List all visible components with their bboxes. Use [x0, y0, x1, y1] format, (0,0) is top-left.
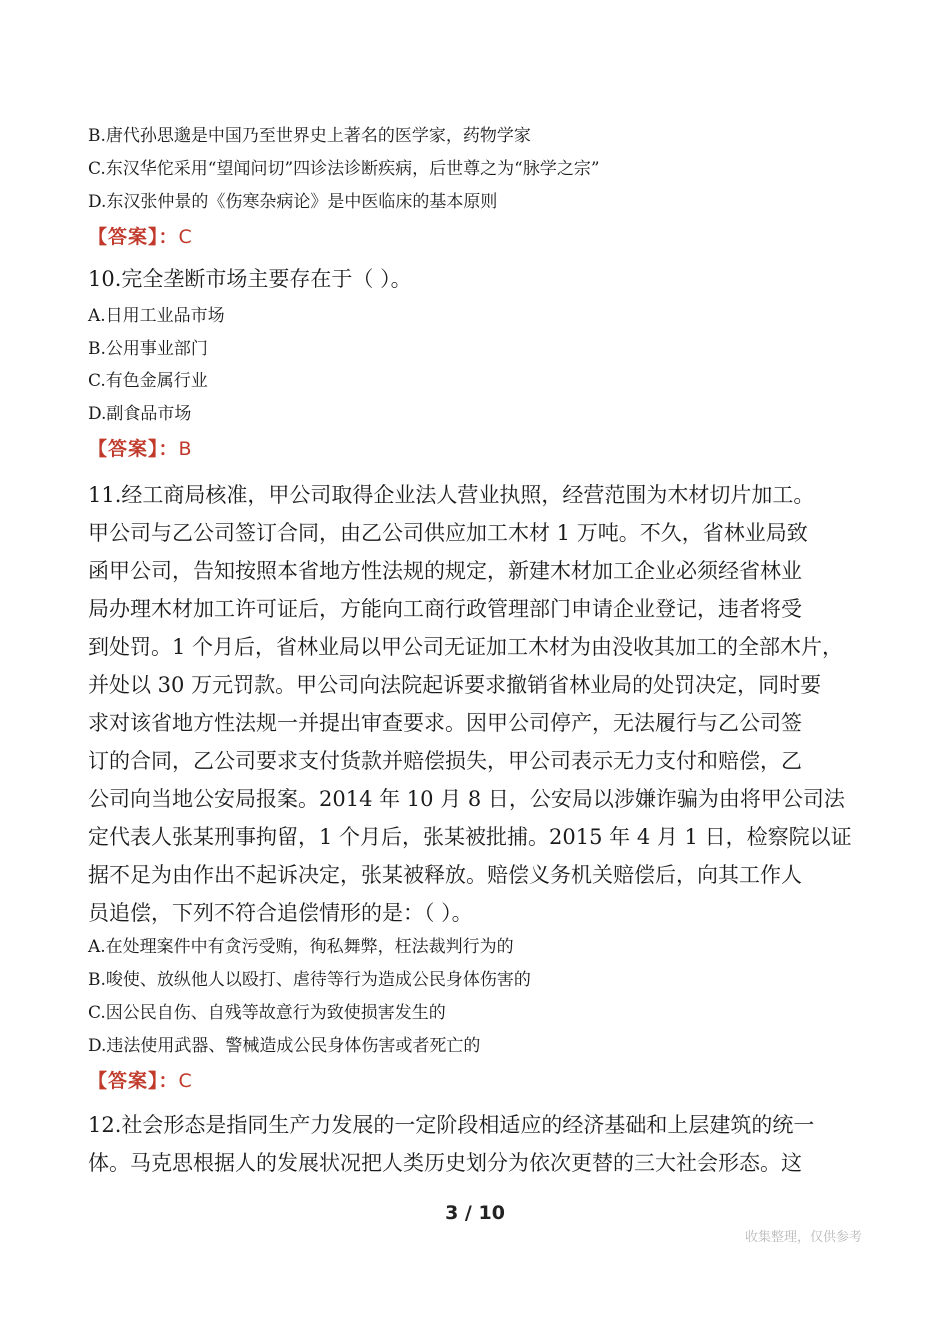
answer-label: 【答案】：: [88, 438, 179, 460]
q10-option-c: C.有色金属行业: [88, 371, 208, 391]
q9-option-c: C.东汉华佗采用“望闻问切”四诊法诊断疾病，后世尊之为“脉学之宗”: [88, 159, 600, 179]
q11-line: 11.经工商局核准，甲公司取得企业法人营业执照，经营范围为木材切片加工。: [88, 483, 815, 507]
q10-answer: [88, 437, 193, 461]
q11-line: 订的合同，乙公司要求支付货款并赔偿损失，甲公司表示无力支付和赔偿，乙: [88, 749, 802, 773]
q9-option-b: B.唐代孙思邈是中国乃至世界史上著名的医学家，药物学家: [88, 126, 531, 146]
q11-line: 到处罚。1 个月后，省林业局以甲公司无证加工木材为由没收其加工的全部木片，: [88, 635, 844, 659]
answer-label: 【答案】：: [88, 1070, 179, 1092]
q11-line: 函甲公司，告知按照本省地方性法规的规定，新建木材加工企业必须经省林业: [88, 559, 802, 583]
q11-line: 甲公司与乙公司签订合同，由乙公司供应加工木材 1 万吨。不久，省林业局致: [88, 521, 808, 545]
q10-line: 10.完全垄断市场主要存在于（ ）。: [88, 267, 412, 291]
q9-answer: [88, 225, 193, 249]
q12-line: 12.社会形态是指同生产力发展的一定阶段相适应的经济基础和上层建筑的统一: [88, 1113, 815, 1137]
q11-option-d: D.违法使用武器、警械造成公民身体伤害或者死亡的: [88, 1036, 481, 1056]
answer-value: C: [178, 1070, 193, 1092]
page-number: 3 / 10: [445, 1202, 505, 1224]
q11-stem: [88, 476, 878, 932]
q11-line: 据不足为由作出不起诉决定，张某被释放。赔偿义务机关赔偿后，向其工作人: [88, 863, 802, 887]
q10-stem: [88, 260, 878, 298]
q11-line: 并处以 30 万元罚款。甲公司向法院起诉要求撤销省林业局的处罚决定，同时要: [88, 673, 822, 697]
q11-line: 公司向当地公安局报案。2014 年 10 月 8 日，公安局以涉嫌诈骗为由将甲公司法: [88, 787, 845, 811]
q11-line: 员追偿，下列不符合追偿情形的是：（ ）。: [88, 901, 473, 925]
q11-answer: [88, 1069, 193, 1093]
q12-stem: [88, 1106, 878, 1182]
q11-option-b: B.唆使、放纵他人以殴打、虐待等行为造成公民身体伤害的: [88, 970, 531, 990]
q11-line: 定代表人张某刑事拘留，1 个月后，张某被批捕。2015 年 4 月 1 日，检察院以证: [88, 825, 852, 849]
q11-option-a: A.在处理案件中有贪污受贿，徇私舞弊，枉法裁判行为的: [88, 937, 514, 957]
watermark-text: 收集整理，仅供参考: [744, 1230, 862, 1245]
q11-option-c: C.因公民自伤、自残等故意行为致使损害发生的: [88, 1003, 446, 1023]
q10-option-b: B.公用事业部门: [88, 339, 208, 359]
q9-option-d: D.东汉张仲景的《伤寒杂病论》是中医临床的基本原则: [88, 192, 498, 212]
q11-line: 局办理木材加工许可证后，方能向工商行政管理部门申请企业登记，违者将受: [88, 597, 802, 621]
answer-value: B: [178, 438, 193, 460]
q12-line: 体。马克思根据人的发展状况把人类历史划分为依次更替的三大社会形态。这: [88, 1151, 802, 1175]
q11-line: 求对该省地方性法规一并提出审查要求。因甲公司停产，无法履行与乙公司签: [88, 711, 802, 735]
answer-value: C: [178, 226, 193, 248]
q10-option-a: A.日用工业品市场: [88, 306, 225, 326]
answer-label: 【答案】：: [88, 226, 179, 248]
q10-option-d: D.副食品市场: [88, 404, 192, 424]
